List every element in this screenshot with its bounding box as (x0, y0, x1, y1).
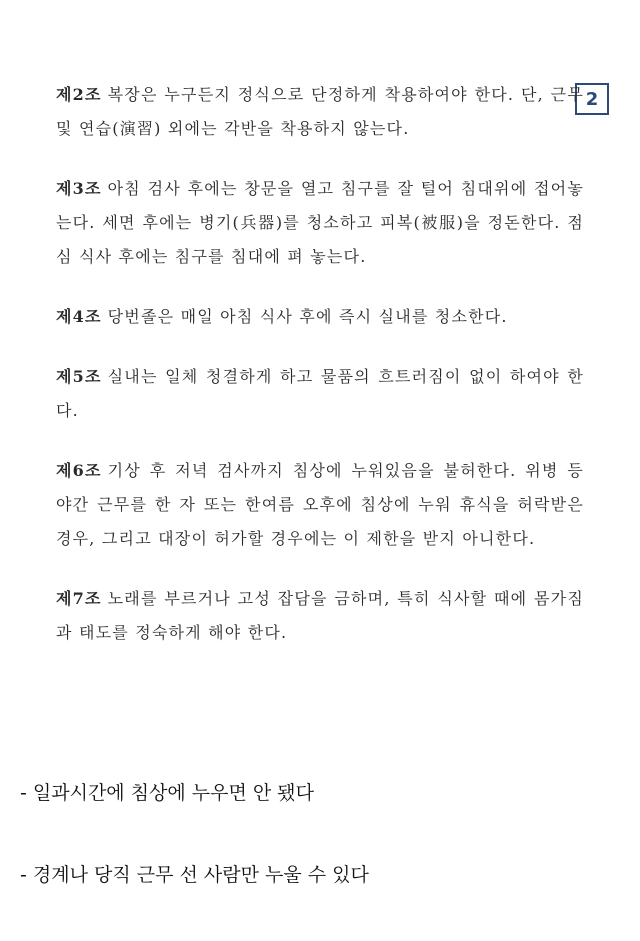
article-text: 기상 후 저녁 검사까지 침상에 누워있음을 불허한다. 위병 등 야간 근무를 한 자 또는 한여름 오후에 침상에 누워 휴식을 허락받은 경우, 그리고 대장이 허가할 경우에는 이 제한을 받지 아니한다. (56, 461, 584, 548)
regulation-document (56, 78, 584, 676)
article-2 (56, 78, 584, 146)
article-text: 아침 검사 후에는 창문을 열고 침구를 잘 털어 침대위에 접어놓는다. 세면 후에는 병기(兵器)를 청소하고 피복(被服)을 정돈한다. 점심 식사 후에는 침구를 침대에 펴 놓는다. (56, 179, 584, 266)
article-number: 제6조 (56, 461, 102, 480)
comment-line: - 일과시간에 침상에 누우면 안 됐다 (20, 782, 315, 804)
article-number: 제3조 (56, 179, 102, 198)
article-text: 복장은 누구든지 정식으로 단정하게 착용하여야 한다. 단, 근무 및 연습(演習) 외에는 각반을 착용하지 않는다. (56, 85, 584, 138)
comment-line: - 경계나 당직 근무 선 사람만 누울 수 있다 (20, 864, 369, 886)
article-6 (56, 454, 584, 556)
article-7 (56, 582, 584, 650)
article-number: 제4조 (56, 307, 102, 326)
article-5 (56, 360, 584, 428)
article-4 (56, 300, 584, 334)
page-number-badge: 2 (575, 83, 609, 115)
article-text: 실내는 일체 청결하게 하고 물품의 흐트러짐이 없이 하여야 한다. (56, 367, 584, 420)
article-number: 제5조 (56, 367, 102, 386)
article-number: 제2조 (56, 85, 102, 104)
article-text: 노래를 부르거나 고성 잡담을 금하며, 특히 식사할 때에 몸가짐과 태도를 정숙하게 해야 한다. (56, 589, 584, 642)
article-text: 당번졸은 매일 아침 식사 후에 즉시 실내를 청소한다. (107, 307, 508, 326)
article-3 (56, 172, 584, 274)
article-number: 제7조 (56, 589, 102, 608)
